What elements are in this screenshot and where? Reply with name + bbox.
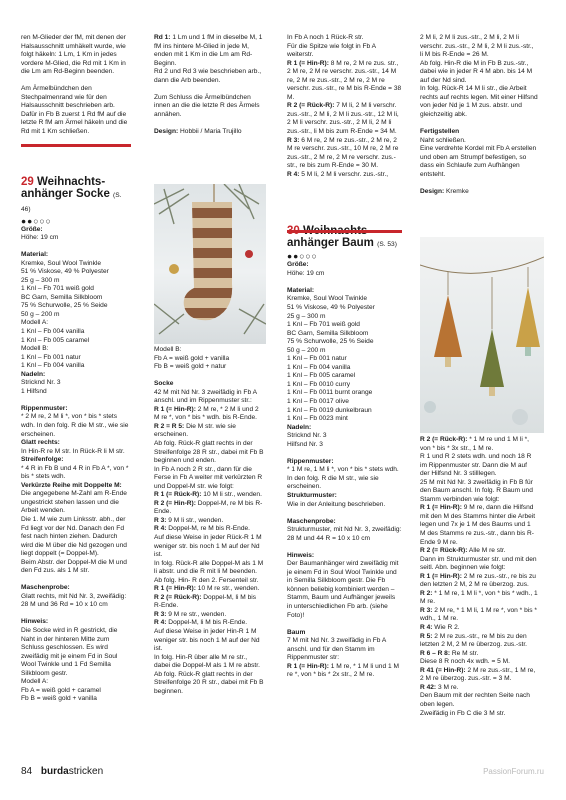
- page-number: 84: [21, 766, 33, 777]
- text-r1: R 1 (= Hin-R): 2 M re, * 2 M li und 2 M re *, von * bis * wdh. bis R-Ende.: [154, 405, 259, 422]
- text-verkuerzte: Die angegebene M-Zahl am R-Ende ungestrickt stehen lassen und die Arbeit wenden. Die 1. M wie zum Linksstr. abh., der Fd liegt vor der Nd. Danach den Fd fest nach hinten ziehen. Dadurch wird die M über die Nd gezogen und liegt doppelt (= Doppel-M). Beim Abstr. der Doppel-M die M und den Fd zus. als 1 M str.: [21, 490, 127, 575]
- heading-30-ref: (S. 53): [377, 241, 397, 249]
- label-baum: Baum: [287, 628, 306, 636]
- heading-29-ref: (S. 46): [21, 191, 122, 213]
- label-hinweis: Hinweis:: [287, 551, 315, 559]
- text-q-r1: R 1 (= Hin-R): 10 M re str., wenden.: [154, 585, 260, 593]
- watermark: PassionForum.ru: [483, 767, 544, 776]
- text-maschenprobe: Glatt rechts, mit Nd Nr. 3, zweifädig: 28 M und 36 Rd = 10 x 10 cm: [21, 592, 127, 609]
- text-q-r2: R 2 (= Rück-R): Doppel-M, li M bis R-Ende.: [154, 593, 257, 610]
- tree-illustration: [420, 237, 544, 433]
- difficulty-rating: ●●○○○: [287, 251, 318, 262]
- text-strukturmuster: Wie in der Anleitung beschrieben.: [287, 500, 386, 508]
- text-streifen: * 4 R in Fb B und 4 R in Fb A *, von * bis * stets wdh.: [21, 464, 129, 481]
- text-rippenmuster: * 2 M re, 2 M li *, von * bis * stets wdh. In den folg. R die M str., wie sie erscheinen.: [21, 413, 129, 438]
- section-rule: [21, 144, 131, 147]
- text-s-r1: R 1 (= Hin-R): 2 M re zus.-str., re bis zu den letzten 2 M, 2 M re überzog. zus.: [420, 572, 536, 589]
- label-nadeln: Nadeln:: [287, 423, 312, 431]
- text-finish: Zum Schluss die Ärmelbündchen innen an die die letzte R des Ärmels annähen.: [154, 93, 260, 118]
- label-groesse: Größe:: [21, 225, 43, 233]
- column-1: [21, 34, 131, 704]
- label-fertigstellen: Fertigstellen: [420, 127, 460, 135]
- column-2-lower: [154, 346, 264, 696]
- heading-29-title: Weihnachts- anhänger Socke: [21, 175, 110, 200]
- text-p-r1: R 1 (= Rück-R): 10 M li str., wenden.: [154, 491, 262, 499]
- text-r1: R 1 (= Hin-R): 8 M re, 2 M re zus. str., 2 M re, 2 M re verschr. zus.-str., 14 M re, 2 M re zus.-str., 2 M re, 2 M re verschr. zus.-str., re M bis R-Ende = 38 M.: [287, 59, 402, 101]
- text-s-r5: R 5: 2 M re zus.-str., re M bis zu den letzten 2 M, 2 M re überzog. zus.-str.: [420, 632, 528, 649]
- text-groesse: Höhe: 19 cm: [21, 234, 59, 242]
- heading-29: [21, 176, 131, 216]
- text-q-r3: R 3: 9 M re str., wenden.: [154, 610, 227, 618]
- section-rule: [287, 230, 402, 233]
- column-4: [420, 34, 538, 196]
- text-hinweis: Der Baumanhänger wird zweifädig mit je einem Fd in Soul Wool Twinkle und in Semilla Silkbloom gestr. Die Fb können beliebig kombiniert werden – Stamm, Baum und Aufhänger jeweils in unterschiedlichen Fb arb. (siehe Foto)!: [287, 560, 399, 619]
- label-hinweis: Hinweis:: [21, 618, 49, 626]
- label-glatt: Glatt rechts:: [21, 439, 60, 447]
- sock-photo: [154, 184, 266, 344]
- text-r3: R 3: 6 M re, 2 M re zus.-str., 2 M re, 2 M re verschr. zus.-str., 10 M re, 2 M re zus.-str., 2 M re, 2 M re verschr. zus.-str., re bis zum R-Ende = 30 M.: [287, 136, 399, 170]
- text-s-r4: R 4: Wie R 2.: [420, 624, 460, 632]
- label-groesse: Größe:: [287, 261, 309, 269]
- text-top: 2 M li, 2 M li zus.-str., 2 M li, 2 M li verschr. zus.-str., 2 M li, 2 M li zus.-str., li M bis R-Ende = 26 M. Ab folg. Hin-R die M in Fb B zus.-str., dabei wie in jeder R 4 M abn. bis 14 M auf der Nd sind. In folg. Rück-R 14 M li str., die Arbeit rechts auf rechts legen. Mit einer Hilfsnd von jeder Nd je 1 M zus. abstr. und gleichzeitig abk.: [420, 34, 538, 118]
- text-glatt: In Hin-R re M str. In Rück-R li M str.: [21, 447, 125, 455]
- text-s-r42: R 42: 3 M re. Den Baum mit der rechten Seite nach oben legen. Zweifädig in Fb C die 3 M str.: [420, 683, 530, 717]
- sock-illustration: [154, 184, 266, 344]
- text-b-r1: R 1 (= Hin-R): 1 M re, * 1 M li und 1 M re *, von * bis * 2x str., 2 M re.: [287, 662, 399, 679]
- text-neckline-intro: ren M-Glieder der fM, mit denen der Halsausschnitt umhäkelt wurde, wie folgt häkeln: 1 Lm, 1 Km in jedes vordere M-Glied, die Rd mit 1 Km in die Lm am Rd-Beginn beenden.: [21, 34, 126, 76]
- text-body: Ab folg. Rück-R glatt rechts in der Streifenfolge 28 R str., dabei mit Fb B beginnen und enden. In Fb A noch 2 R str., dann für die Ferse in Fb A weiter mit verkürzten R und Doppel-M str. wie folgt:: [154, 439, 264, 490]
- text-s-r2: R 2: * 1 M re, 1 M li *, von * bis * wdh., 1 M re.: [420, 589, 538, 606]
- text-nadeln: Stricknd Nr. 3 Hilfsnd Nr. 3: [287, 432, 327, 448]
- heading-29-number: 29: [21, 175, 34, 188]
- text-nadeln: Stricknd Nr. 3 1 Hilfsnd: [21, 379, 61, 395]
- page-footer: [21, 766, 103, 777]
- label-maschenprobe: Maschenprobe:: [21, 584, 70, 592]
- difficulty-rating: ●●○○○: [21, 215, 52, 226]
- text-maschenprobe: Strukturmuster, mit Nd Nr. 3, zweifädig: 28 M und 44 R = 10 x 10 cm: [287, 526, 402, 542]
- text-fertigstellen: Naht schließen. Eine verdrehte Kordel mit Fb A erstellen und oben am Strumpf befestigen, so dass ein Schlaufe zum Aufhängen entsteht.: [420, 136, 537, 178]
- text-baum: 7 M mit Nd Nr. 3 zweifädig in Fb A anschl. und für den Stamm im Rippenmuster str:: [287, 637, 386, 662]
- column-4-lower: [420, 436, 538, 718]
- text-design-credit: Design: Kremke: [420, 187, 469, 195]
- text-rippenmuster: * 1 M re, 1 M li *, von * bis * stets wdh. In den folg. R die M str., wie sie erscheinen.: [287, 466, 399, 491]
- text-socke: 42 M mit Nd Nr. 3 zweifädig in Fb A anschl. und im Rippenmuster str.:: [154, 388, 257, 405]
- label-strukturmuster: Strukturmuster:: [287, 491, 337, 499]
- label-rippenmuster: Rippenmuster:: [287, 457, 334, 465]
- text-s-r3: R 3: 2 M re, * 1 M li, 1 M re *, von * bis * wdh., 1 M re.: [420, 606, 537, 623]
- text-s-r41: R 41 (= Hin-R): 2 M re zus.-str., 1 M re, 2 M re überzog. zus.-str. = 3 M.: [420, 666, 536, 683]
- text-h-r2: R 2 (= Rück-R): Alle M re str. Dann im Strukturmuster str. und mit den seitl. Abn. beginnen wie folgt:: [420, 547, 537, 572]
- text-material: Kremke, Soul Wool Twinkle 51 % Viskose, 49 % Polyester 25 g – 300 m 1 Knl – Fb 701 weiß gold BC Garn, Semilla Silkbloom 75 % Schurwolle, 25 % Seide 50 g – 200 m Modell A: 1 Knl – Fb 004 vanilla 1 Knl – Fb 005 caramel Modell B: 1 Knl – Fb 001 natur 1 Knl – Fb 004 vanilla: [21, 259, 109, 370]
- text-r4: R 4: 5 M li, 2 M li verschr. zus.-str.,: [287, 170, 389, 178]
- text-modell-b: Modell B: Fb A = weiß gold + vanilla Fb B = weiß gold + natur: [154, 346, 230, 371]
- text-p-r3: R 3: 9 M li str., wenden.: [154, 516, 224, 524]
- text-s-r6: R 6 – R 8: Re M str. Diese 8 R noch 4x wdh. = 5 M.: [420, 649, 510, 666]
- label-socke: Socke: [154, 380, 174, 388]
- column-3: [287, 34, 402, 680]
- label-verkuerzte: Verkürzte Reihe mit Doppelte M:: [21, 481, 122, 489]
- text-p-r2: R 2 (= Hin-R): Doppel-M, re M bis R-Ende.: [154, 499, 263, 516]
- text-hinweis: Die Socke wird in R gestrickt, die Naht in der hinteren Mitte zum Schluss geschlossen. Es wird zweifädig mit je einem Fd in Soul Wool Twinkle und 1 Fd Semilla Silkbloom gestr. Modell A: Fb A = weiß gold + caramel Fb B = weiß gold + vanilla: [21, 627, 118, 703]
- label-maschenprobe: Maschenprobe:: [287, 517, 336, 525]
- label-streifen: Streifenfolge:: [21, 456, 64, 464]
- text-h-r1: R 1 (= Hin-R): 9 M re, dann die Hilfsnd mit den M des Stamms hinter die Arbeit legen und 7x je 1 M des Baums und 1 M des Stamms re zus.-str., dann bis R-Ende 9 M re.: [420, 504, 536, 546]
- label-material: Material:: [287, 286, 315, 294]
- text-r2: R 2 = R 5: Die M str. wie sie erscheinen.: [154, 422, 236, 439]
- label-material: Material:: [21, 251, 49, 259]
- column-2: [154, 34, 264, 136]
- heading-30-number: 30: [287, 225, 300, 238]
- text-cuff: Am Ärmelbündchen den Stechpalmenrand wie für den Halsausschnitt beschrieben arb. Dafür in Fb B zuerst 1 Rd fM auf die letzte R fM am Ärmel häkeln und die Rd mit 1 Km schließen.: [21, 85, 128, 135]
- text-q-r4: R 4: Doppel-M, li M bis R-Ende. Auf diese Weise in jeder Hin-R 1 M weniger str. bis noch 1 M auf der Nd ist. In folg. Hin-R über alle M re str., dabei die Doppel-M als 1 M re abstr. Ab folg. Rück-R glatt rechts in der Streifenfolge 20 R str., dabei mit Fb B beginnen.: [154, 619, 264, 695]
- text-r2: R 2 (= Rück-R): 7 M li, 2 M li verschr. zus.-str., 2 M li, 2 M li zus.-str., 12 M li, 2 M li verschr. zus.-str., 2 M li, 2 M li zus.-str., li M bis zum R-Ende = 34 M.: [287, 102, 399, 136]
- text-top: In Fb A noch 1 Rück-R str. Für die Spitze wie folgt in Fb A weiterstr.: [287, 34, 376, 59]
- text-rd1: Rd 1: 1 Lm und 1 fM in dieselbe M, 1 fM ins hintere M-Glied in jede M, enden mit 1 Km in die Lm am Rd-Beginn. Rd 2 und Rd 3 wie beschrieben arb., dann die Arb beenden.: [154, 34, 263, 84]
- text-r2: R 2 (= Rück-R): * 1 M re und 1 M li *, von * bis * 3x str., 1 M re. R 1 und R 2 stets wdh. und noch 18 R im Rippenmuster str. Dann die M auf der Hilfsnd Nr. 3 stilllegen. 25 M mit Nd Nr. 3 zweifädig in Fb B für den Baum anschl. In folg. R Baum und Stamm verbinden wie folgt:: [420, 436, 533, 503]
- tree-photo: [420, 237, 544, 433]
- text-p-r4: R 4: Doppel-M, re M bis R-Ende. Auf diese Weise in jeder Rück-R 1 M weniger str. bis noch 1 M auf der Nd ist. In folg. Rück-R alle Doppel-M als 1 M li abstr. und die R mit li M beenden. Ab folg. Hin- R den 2. Fersenteil str.: [154, 525, 264, 584]
- label-rippenmuster: Rippenmuster:: [21, 404, 68, 412]
- text-groesse: Höhe: 19 cm: [287, 269, 325, 277]
- magazine-logo: burdastricken: [40, 766, 104, 777]
- heading-30-title: Weihnachts- anhänger Baum: [287, 225, 374, 250]
- text-design-credit: Design: Hobbii / Maria Trujillo: [154, 127, 242, 135]
- label-nadeln: Nadeln:: [21, 370, 46, 378]
- text-material: Kremke, Soul Wool Twinkle 51 % Viskose, 49 % Polyester 25 g – 300 m 1 Knl – Fb 701 weiß gold BC Garn, Semilla Silkbloom 75 % Schurwolle, 25 % Seide 50 g – 200 m 1 Knl – Fb 001 natur 1 Knl – Fb 004 vanilla 1 Knl – Fb 005 caramel 1 Knl – Fb 0010 curry 1 Knl – Fb 0011 burnt orange 1 Knl – Fb 0017 olive 1 Knl – Fb 0019 dunkelbraun 1 Knl – Fb 0023 mint: [287, 295, 375, 423]
